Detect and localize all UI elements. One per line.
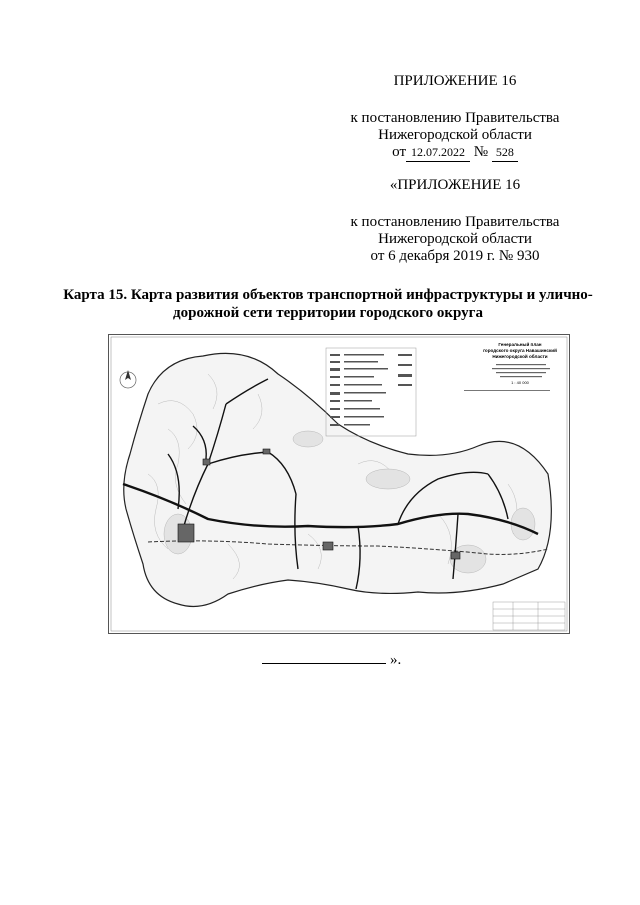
decree-number: 528 (492, 144, 518, 162)
appendix-label: «ПРИЛОЖЕНИЕ 16 (389, 177, 521, 193)
decree-line: к постановлению Правительства (350, 110, 560, 126)
decree-line: от 6 декабря 2019 г. № 930 (370, 248, 540, 264)
title-block-line: Нижегородской области (492, 354, 548, 359)
from-label: от (392, 144, 407, 160)
decree-date: 12.07.2022 (406, 144, 470, 162)
closing-quote: ». (390, 652, 402, 668)
decree-reference (330, 110, 580, 162)
decree-line: Нижегородской области (378, 231, 532, 247)
title-block-line: городского округа Навашинский (483, 348, 557, 353)
map-title-line: Карта 15. Карта развития объектов транспортной инфраструктуры и улично- (63, 287, 593, 303)
appendix-heading (330, 73, 580, 90)
decree-date-line (330, 144, 580, 162)
title-block-line: Генеральный план (498, 342, 542, 347)
number-sign: № (473, 144, 489, 160)
map-title (58, 286, 598, 322)
map-scale: 1 : 40 000 (511, 380, 529, 385)
transport-map (108, 334, 570, 634)
map-title-line: дорожной сети территории городского округа (173, 305, 483, 321)
original-decree-reference (330, 214, 580, 265)
decree-line: Нижегородской области (378, 127, 532, 143)
signature-line (262, 651, 386, 664)
decree-line: к постановлению Правительства (350, 214, 560, 230)
appendix-label: ПРИЛОЖЕНИЕ 16 (393, 73, 517, 89)
original-appendix-heading (330, 177, 580, 194)
closing-line (262, 651, 401, 669)
